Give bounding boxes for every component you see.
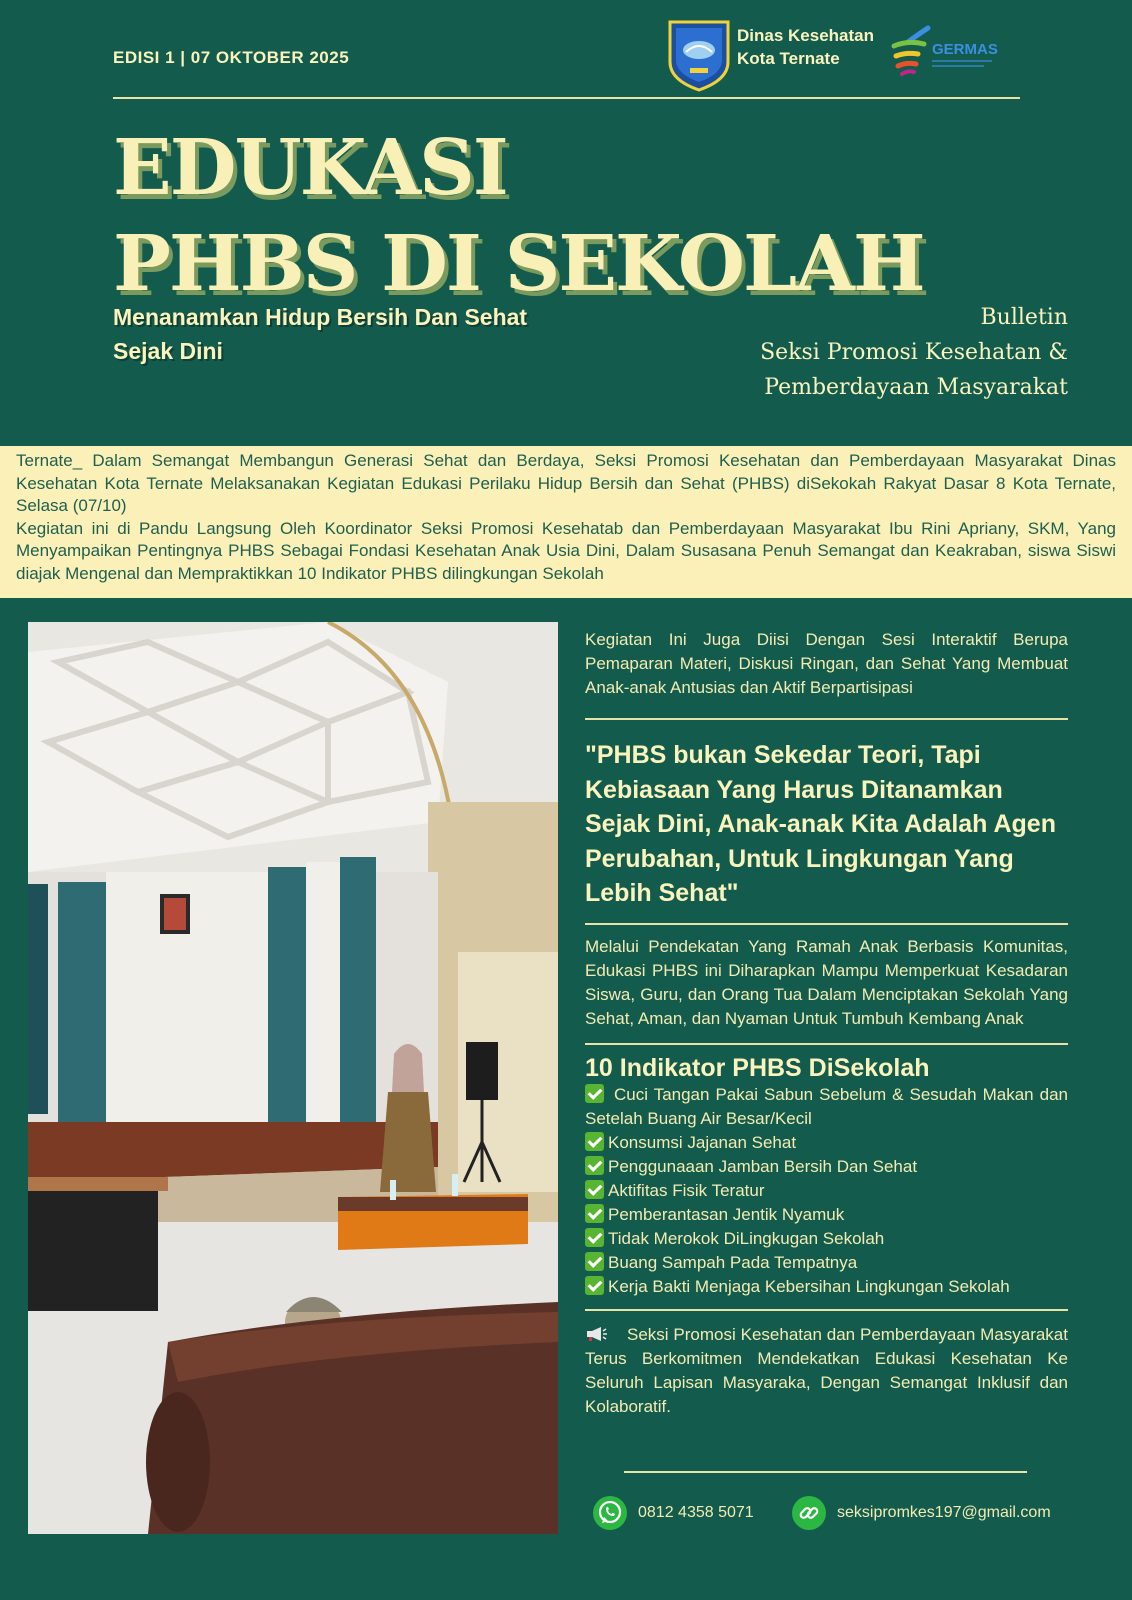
divider xyxy=(585,1309,1068,1311)
checkmark-icon xyxy=(585,1204,604,1223)
checkmark-icon xyxy=(585,1156,604,1175)
kota-ternate-emblem-icon xyxy=(666,18,732,92)
header-divider xyxy=(113,97,1020,99)
closing-text xyxy=(585,1323,1068,1419)
indicator-item xyxy=(585,1083,1068,1131)
indicator-text: Aktifitas Fisik Teratur xyxy=(608,1180,765,1200)
indicator-item xyxy=(585,1227,1068,1251)
email-address: seksipromkes197@gmail.com xyxy=(837,1504,1051,1521)
indicator-item xyxy=(585,1179,1068,1203)
indicator-item xyxy=(585,1155,1068,1179)
closing-text-body: Seksi Promosi Kesehatan dan Pemberdayaan Masyarakat Terus Berkomitmen Mendekatkan Edukasi Kesehatan Ke Seluruh Lapisan Masyaraka, Dengan Semangat Inklusif dan Kolaboratif. xyxy=(585,1324,1068,1416)
indicator-text: Cuci Tangan Pakai Sabun Sebelum & Sesudah Makan dan Setelah Buang Air Besar/Kecil xyxy=(585,1084,1068,1128)
germas-logo-text: GERMAS xyxy=(932,41,998,58)
indicator-text: Konsumsi Jajanan Sehat xyxy=(608,1132,797,1152)
divider xyxy=(585,923,1068,925)
email-contact[interactable] xyxy=(791,1495,1051,1531)
indicator-item xyxy=(585,1275,1068,1299)
indicator-text: Kerja Bakti Menjaga Kebersihan Lingkungan Sekolah xyxy=(608,1276,1010,1296)
checkmark-icon xyxy=(585,1084,604,1103)
org-name-line1: Dinas Kesehatan xyxy=(737,26,874,45)
indicator-text: Buang Sampah Pada Tempatnya xyxy=(608,1252,858,1272)
org-name-line2: Kota Ternate xyxy=(737,49,840,68)
indicator-item xyxy=(585,1203,1068,1227)
bulletin-line3: Pemberdayaan Masyarakat xyxy=(764,375,1068,400)
title-line2: PHBS DI SEKOLAH xyxy=(113,219,924,309)
indicators-title: 10 Indikator PHBS DiSekolah xyxy=(585,1053,930,1082)
right-column xyxy=(585,628,1068,1419)
indicator-text: Penggunaaan Jamban Bersih Dan Sehat xyxy=(608,1156,918,1176)
intro-paragraph-2: Kegiatan ini di Pandu Langsung Oleh Koordinator Seksi Promosi Kesehatab dan Pemberdayaan Masyarakat Ibu Rini Apriany, SKM, Yang Menyampaikan Pentingnya PHBS Sebagai Fondasi Kesehatan Anak Usia Dini, Dalam Susasana Penuh Semangat dan Keakraban, siswa Siswi diajak Mengenal dan Mempraktikkan 10 Indikator PHBS dilingkungan Sekolah xyxy=(16,518,1116,583)
germas-logo-icon xyxy=(888,22,1016,82)
page-subtitle xyxy=(113,300,633,368)
title-line1: EDUKASI xyxy=(113,123,507,213)
indicators-list xyxy=(585,1083,1068,1299)
indicator-text: Pemberantasan Jentik Nyamuk xyxy=(608,1204,845,1224)
edition-label: EDISI 1 | 07 OKTOBER 2025 xyxy=(113,48,350,67)
link-icon xyxy=(791,1495,827,1531)
activity-text: Kegiatan Ini Juga Diisi Dengan Sesi Interaktif Berupa Pemaparan Materi, Diskusi Ringan, dan Sehat Yang Membuat Anak-anak Antusias dan Aktif Berpartisipasi xyxy=(585,630,1068,697)
approach-text: Melalui Pendekatan Yang Ramah Anak Berbasis Komunitas, Edukasi PHBS ini Diharapkan Mampu Memperkuat Kesadaran Siswa, Guru, dan Orang Tua Dalam Menciptakan Sekolah Yang Sehat, Aman, dan Nyaman Untuk Tumbuh Kembang Anak xyxy=(585,936,1068,1028)
intro-band xyxy=(0,446,1132,598)
event-photo xyxy=(28,622,558,1534)
indicator-item xyxy=(585,1131,1068,1155)
checkmark-icon xyxy=(585,1276,604,1295)
subtitle-line2: Sejak Dini xyxy=(113,338,223,364)
indicator-text: Tidak Merokok DiLingkugan Sekolah xyxy=(608,1228,885,1248)
phone-number: 0812 4358 5071 xyxy=(638,1504,754,1521)
bulletin-line2: Seksi Promosi Kesehatan & xyxy=(760,340,1068,365)
intro-paragraph-1: Ternate_ Dalam Semangat Membangun Generasi Sehat dan Berdaya, Seksi Promosi Kesehatan dan Pemberdayaan Masyarakat Dinas Kesehatan Kota Ternate Melaksanakan Kegiatan Edukasi Perilaku Hidup Bersih dan Sehat (PHBS) diSekokah Rakyat Dasar 8 Kota Ternate, Selasa (07/10) xyxy=(16,451,1116,515)
bulletin-label xyxy=(760,300,1068,405)
megaphone-icon xyxy=(585,1326,607,1342)
checkmark-icon xyxy=(585,1180,604,1199)
checkmark-icon xyxy=(585,1252,604,1271)
indicator-item xyxy=(585,1251,1068,1275)
subtitle-line1: Menanamkan Hidup Bersih Dan Sehat xyxy=(113,304,528,330)
organization-name xyxy=(737,24,874,70)
divider xyxy=(585,718,1068,720)
highlight-quote: "PHBS bukan Sekedar Teori, Tapi Kebiasaan Yang Harus Ditanamkan Sejak Dini, Anak-anak Kita Adalah Agen Perubahan, Untuk Lingkungan Yang Lebih Sehat" xyxy=(585,741,1056,907)
whatsapp-icon xyxy=(592,1495,628,1531)
phone-contact[interactable] xyxy=(592,1495,754,1531)
checkmark-icon xyxy=(585,1132,604,1151)
page-title xyxy=(113,120,924,312)
divider xyxy=(585,1043,1068,1045)
contact-divider xyxy=(624,1471,1027,1473)
bulletin-line1: Bulletin xyxy=(980,305,1068,330)
checkmark-icon xyxy=(585,1228,604,1247)
